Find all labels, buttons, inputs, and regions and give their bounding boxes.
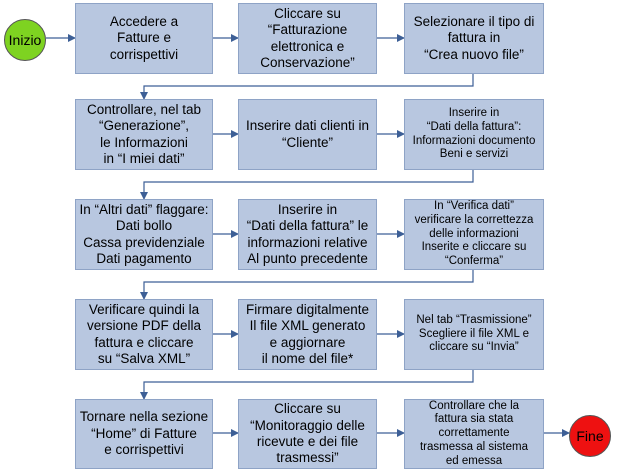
connector-arrow bbox=[144, 370, 473, 399]
connector-arrow bbox=[144, 170, 473, 199]
end-label: Fine bbox=[576, 428, 604, 444]
start-node bbox=[4, 19, 46, 61]
step-8-enter-related-info: Inserire in “Dati della fattura” le informazioni relative Al punto precedente bbox=[238, 199, 377, 270]
start-label: Inizio bbox=[8, 32, 42, 48]
step-11-sign-xml: Firmare digitalmente Il file XML generato e aggiornare il nome del file* bbox=[238, 299, 377, 370]
step-7-flag-other-data: In “Altri dati” flaggare: Dati bollo Cassa previdenziale Dati pagamento bbox=[75, 199, 213, 270]
connector-arrow bbox=[144, 270, 473, 299]
step-12-transmit: Nel tab “Trasmissione” Scegliere il file XML e cliccare su “Invia” bbox=[404, 299, 544, 370]
step-15-check-transmission: Controllare che la fattura sia stata correttamente trasmessa al sistema ed emessa bbox=[404, 399, 544, 469]
step-10-save-xml: Verificare quindi la versione PDF della fattura e cliccare su “Salva XML” bbox=[75, 299, 213, 370]
step-3-select-invoice-type: Selezionare il tipo di fattura in “Crea nuovo file” bbox=[404, 3, 544, 74]
step-1-access-invoices: Accedere a Fatture e corrispettivi bbox=[75, 3, 213, 74]
step-13-return-home: Tornare nella sezione “Home” di Fatture e corrispettivi bbox=[75, 399, 213, 469]
step-4-check-my-data: Controllare, nel tab “Generazione”, le Informazioni in “I miei dati” bbox=[75, 99, 213, 170]
step-14-monitor-receipts: Cliccare su “Monitoraggio delle ricevute e dei file trasmessi” bbox=[238, 399, 377, 469]
connector-arrow bbox=[144, 74, 473, 99]
step-2-click-e-invoicing: Cliccare su “Fatturazione elettronica e Conservazione” bbox=[238, 3, 377, 74]
step-5-enter-client-data: Inserire dati clienti in “Cliente” bbox=[238, 99, 377, 170]
step-6-enter-invoice-data: Inserire in “Dati della fattura”: Informazioni documento Beni e servizi bbox=[404, 99, 544, 170]
end-node bbox=[569, 415, 611, 457]
step-9-verify-data: In “Verifica dati” verificare la correttezza delle informazioni Inserite e cliccare su “Conferma” bbox=[404, 199, 544, 270]
